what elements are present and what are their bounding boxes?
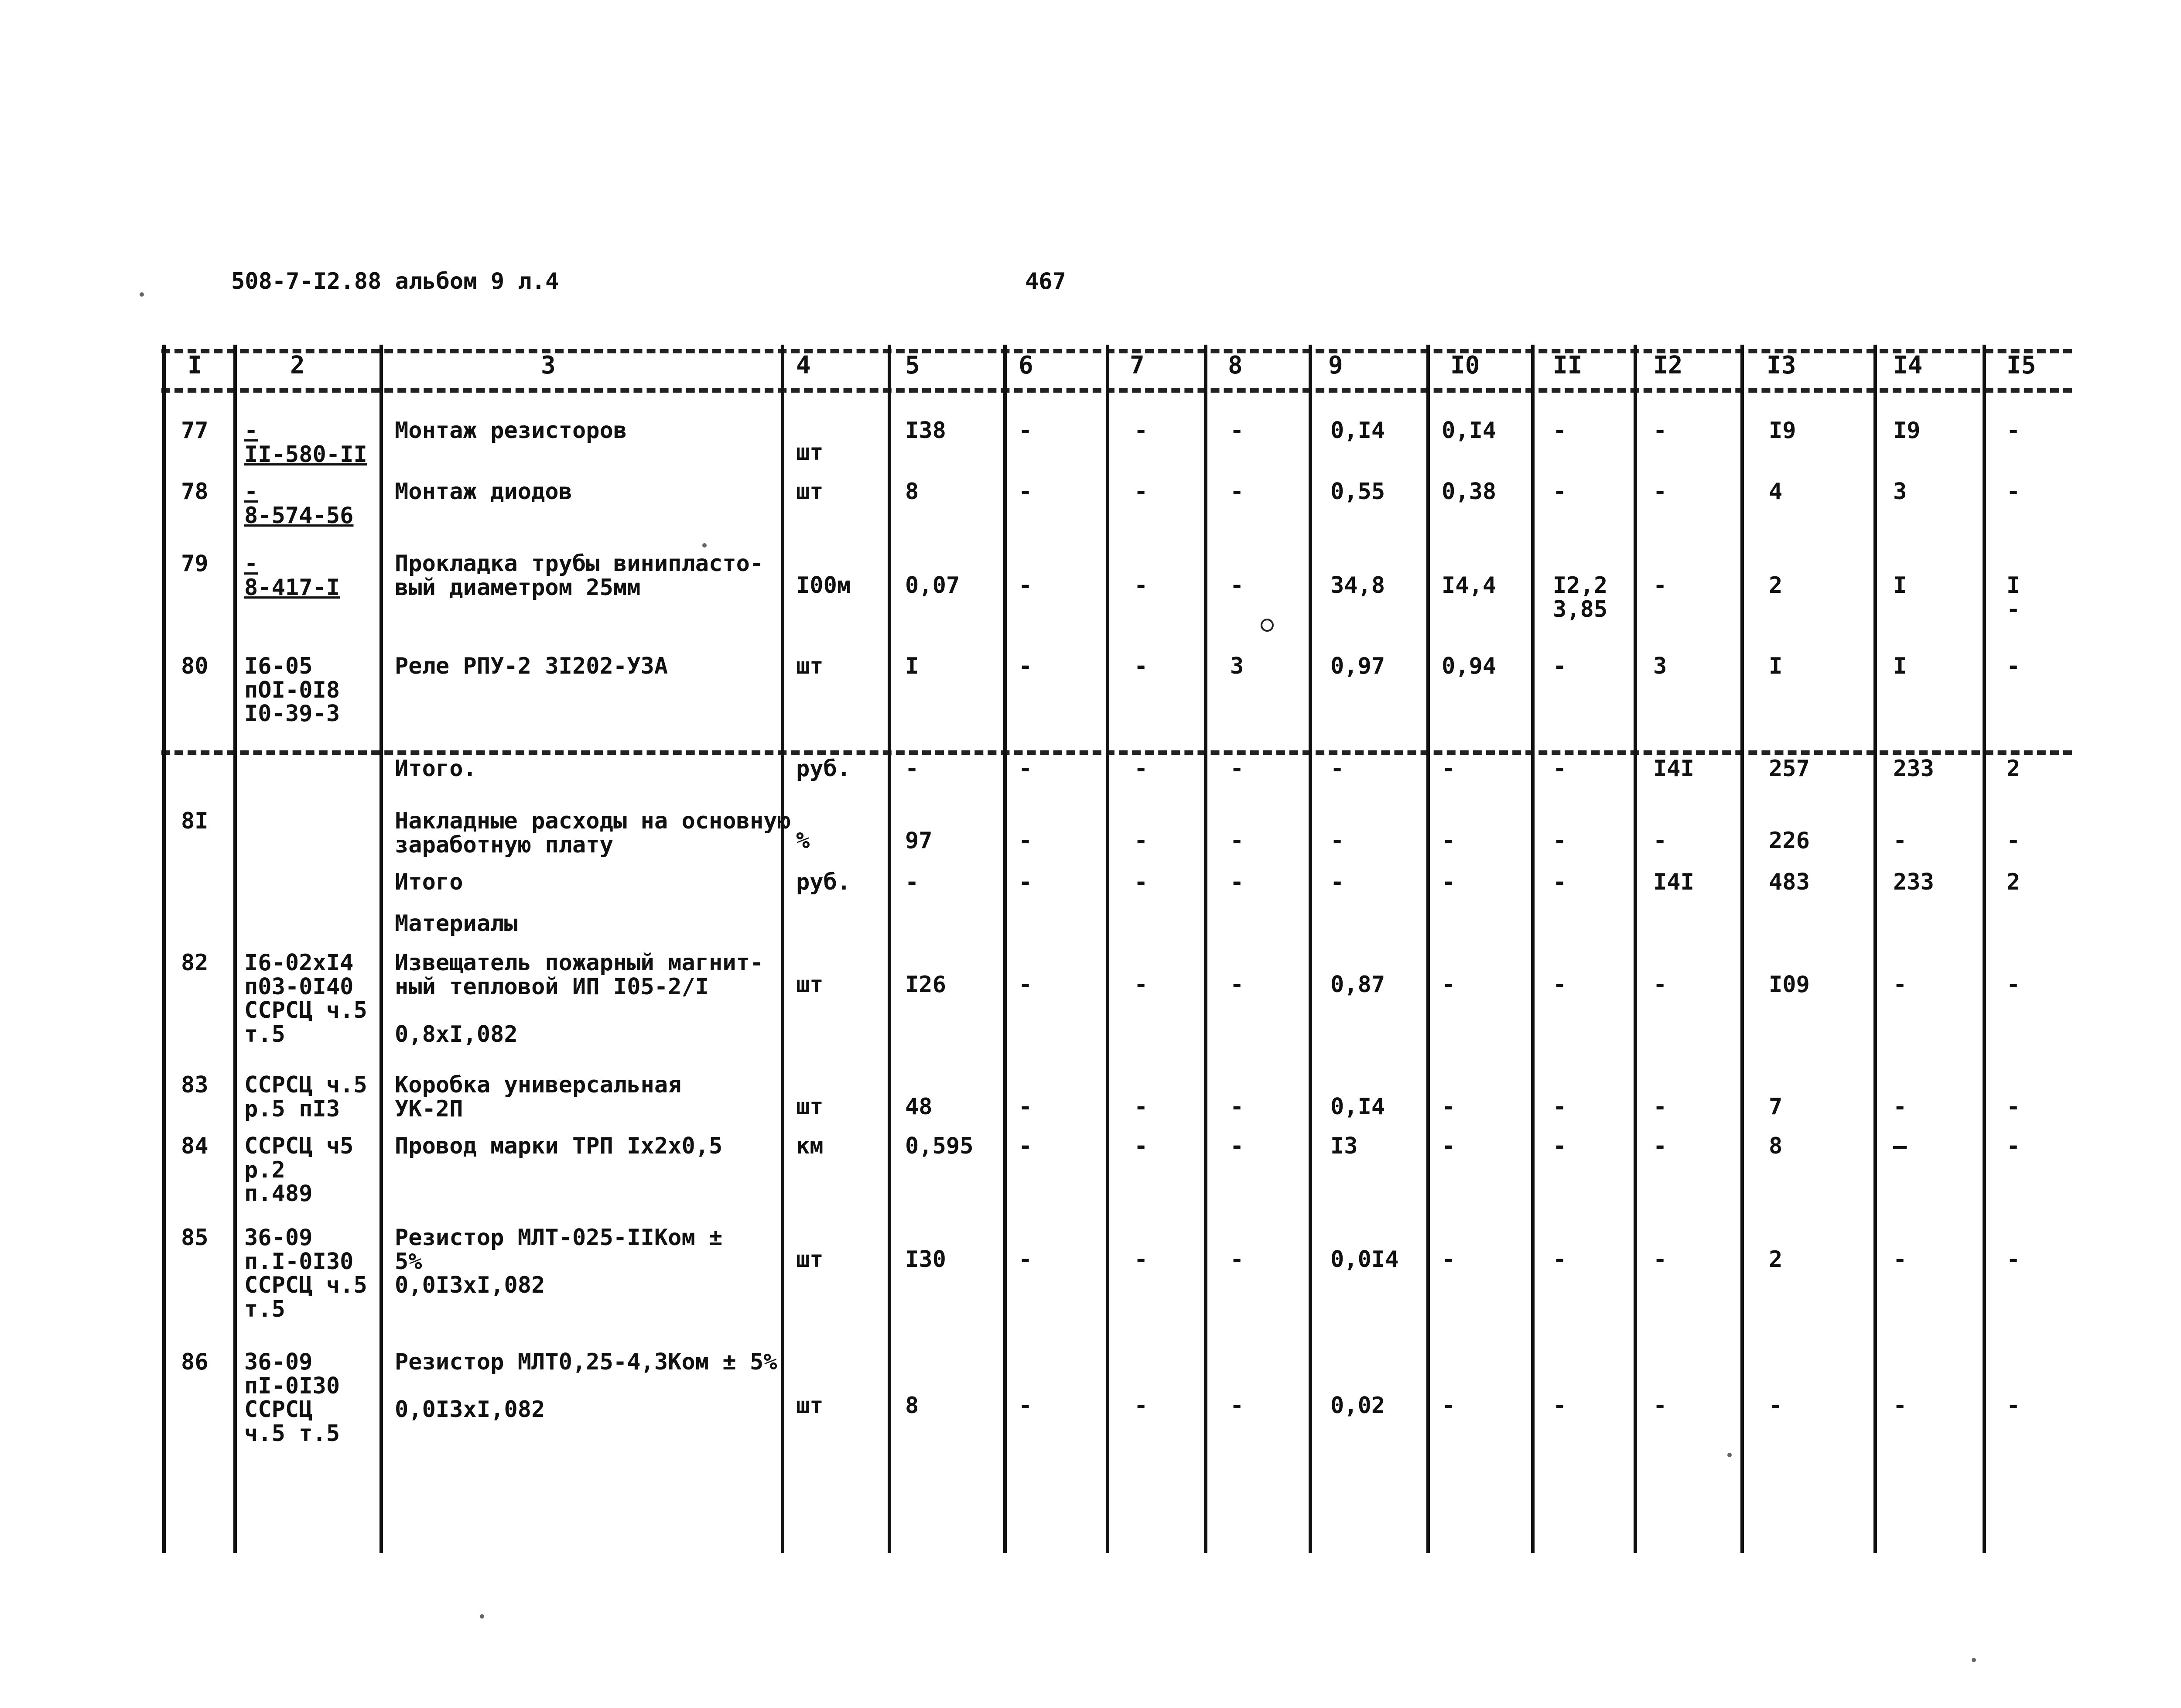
row-number: 78 bbox=[181, 479, 209, 505]
row-col9: 0,55 bbox=[1330, 479, 1385, 505]
scan-speck bbox=[1727, 1453, 1732, 1457]
row-name: Накладные расходы на основную заработную плату bbox=[395, 808, 791, 858]
row-col13: 2 bbox=[1769, 572, 1783, 599]
row-unit: км bbox=[796, 1133, 824, 1159]
row-col5: 0,07 bbox=[905, 572, 960, 599]
header-bottom-rule bbox=[161, 388, 2072, 393]
row-col15: - bbox=[2007, 828, 2020, 854]
row-col7: - bbox=[1134, 1246, 1148, 1273]
row-code: - 8-574-56 bbox=[244, 479, 354, 529]
row-unit: шт bbox=[796, 653, 824, 679]
row-col7: - bbox=[1134, 418, 1148, 444]
row-col7: - bbox=[1134, 653, 1148, 679]
row-col7: - bbox=[1134, 869, 1148, 895]
row-col9: - bbox=[1330, 756, 1344, 782]
row-col8: - bbox=[1230, 1133, 1244, 1159]
col-divider bbox=[1634, 345, 1637, 1553]
row-col10: 0,94 bbox=[1442, 653, 1497, 679]
row-col14: - bbox=[1893, 1393, 1907, 1419]
column-number: I bbox=[188, 351, 202, 380]
row-col5: - bbox=[905, 869, 919, 895]
row-name: Монтаж диодов bbox=[395, 479, 572, 505]
col-divider bbox=[162, 345, 166, 1553]
row-col8: - bbox=[1230, 479, 1244, 505]
col-divider bbox=[233, 345, 237, 1553]
row-code: I6-02хI4 п03-0I40 ССРСЦ ч.5 т.5 bbox=[244, 950, 367, 1047]
row-code: ССРСЦ ч5 р.2 п.489 bbox=[244, 1133, 354, 1207]
row-code: ССРСЦ ч.5 р.5 пI3 bbox=[244, 1072, 367, 1122]
row-col6: - bbox=[1019, 869, 1032, 895]
row-col6: - bbox=[1019, 1094, 1032, 1120]
column-number: 4 bbox=[796, 351, 811, 380]
row-unit: шт bbox=[796, 1393, 824, 1419]
row-col8: 3 bbox=[1230, 653, 1244, 679]
row-col15: 2 bbox=[2007, 756, 2020, 782]
col-divider bbox=[1531, 345, 1535, 1553]
row-col14: 233 bbox=[1893, 756, 1934, 782]
col-divider bbox=[1003, 345, 1007, 1553]
col-divider bbox=[1740, 345, 1744, 1553]
row-number: 77 bbox=[181, 418, 209, 444]
row-col10: - bbox=[1442, 1133, 1456, 1159]
row-col14: — bbox=[1893, 1133, 1907, 1159]
row-col5: 48 bbox=[905, 1094, 933, 1120]
row-number: 8I bbox=[181, 808, 209, 834]
scan-speck bbox=[702, 543, 707, 548]
row-code: 36-09 п.I-0I30 ССРСЦ ч.5 т.5 bbox=[244, 1225, 367, 1322]
row-unit: % bbox=[796, 828, 810, 854]
row-col13: - bbox=[1769, 1393, 1783, 1419]
row-col10: - bbox=[1442, 972, 1456, 998]
row-unit: I00м bbox=[796, 572, 851, 599]
column-number: 6 bbox=[1019, 351, 1033, 380]
row-col15: - bbox=[2007, 972, 2020, 998]
row-col10: - bbox=[1442, 1393, 1456, 1419]
row-col13: I09 bbox=[1769, 972, 1810, 998]
row-col11: - bbox=[1553, 1094, 1567, 1120]
row-col5: I38 bbox=[905, 418, 946, 444]
row-unit: шт bbox=[796, 972, 824, 998]
row-unit: шт bbox=[796, 439, 824, 466]
row-col13: 226 bbox=[1769, 828, 1810, 854]
row-col14: I bbox=[1893, 653, 1907, 679]
row-col5: 97 bbox=[905, 828, 933, 854]
row-col12: - bbox=[1653, 418, 1667, 444]
row-col13: I bbox=[1769, 653, 1783, 679]
row-col12: - bbox=[1653, 1393, 1667, 1419]
row-name: Итого. bbox=[395, 756, 477, 782]
row-col10: - bbox=[1442, 869, 1456, 895]
column-number: I3 bbox=[1767, 351, 1796, 380]
row-col15: - bbox=[2007, 1393, 2020, 1419]
row-col11: - bbox=[1553, 972, 1567, 998]
row-col13: 2 bbox=[1769, 1246, 1783, 1273]
row-col12: - bbox=[1653, 1094, 1667, 1120]
column-number: 2 bbox=[290, 351, 305, 380]
row-col7: - bbox=[1134, 572, 1148, 599]
row-col8: - bbox=[1230, 869, 1244, 895]
row-col13: 8 bbox=[1769, 1133, 1783, 1159]
row-col8: - bbox=[1230, 572, 1244, 599]
row-col12: I4I bbox=[1653, 869, 1694, 895]
row-col6: - bbox=[1019, 756, 1032, 782]
row-col11: - bbox=[1553, 828, 1567, 854]
row-col15: - bbox=[2007, 1133, 2020, 1159]
row-col6: - bbox=[1019, 653, 1032, 679]
row-col10: 0,38 bbox=[1442, 479, 1497, 505]
document-reference: 508-7-I2.88 альбом 9 л.4 bbox=[231, 268, 559, 294]
stray-mark bbox=[1261, 619, 1274, 632]
row-col12: - bbox=[1653, 828, 1667, 854]
row-number: 85 bbox=[181, 1225, 209, 1251]
row-col6: - bbox=[1019, 1246, 1032, 1273]
row-col14: 3 bbox=[1893, 479, 1907, 505]
row-col8: - bbox=[1230, 756, 1244, 782]
row-col9: 0,87 bbox=[1330, 972, 1385, 998]
row-number: 84 bbox=[181, 1133, 209, 1159]
scan-speck bbox=[480, 1614, 484, 1619]
row-name: Извещатель пожарный магнит- ный тепловой ИП I05-2/I 0,8хI,082 bbox=[395, 950, 764, 1047]
row-col8: - bbox=[1230, 1094, 1244, 1120]
row-col9: 0,I4 bbox=[1330, 418, 1385, 444]
row-col14: - bbox=[1893, 828, 1907, 854]
row-col10: - bbox=[1442, 828, 1456, 854]
row-col12: - bbox=[1653, 1133, 1667, 1159]
row-col15: - bbox=[2007, 418, 2020, 444]
page-number: 467 bbox=[1025, 268, 1066, 294]
row-col15: - bbox=[2007, 653, 2020, 679]
row-col13: 7 bbox=[1769, 1094, 1783, 1120]
col-divider bbox=[1106, 345, 1109, 1553]
row-number: 80 bbox=[181, 653, 209, 679]
row-col12: - bbox=[1653, 972, 1667, 998]
row-col6: - bbox=[1019, 1393, 1032, 1419]
row-col12: - bbox=[1653, 1246, 1667, 1273]
row-col9: 34,8 bbox=[1330, 572, 1385, 599]
row-col5: 8 bbox=[905, 479, 919, 505]
col-divider bbox=[1309, 345, 1312, 1553]
column-number: I4 bbox=[1893, 351, 1923, 380]
row-col13: 483 bbox=[1769, 869, 1810, 895]
row-col8: - bbox=[1230, 1246, 1244, 1273]
row-col13: I9 bbox=[1769, 418, 1796, 444]
row-code: 36-09 пI-0I30 ССРСЦ ч.5 т.5 bbox=[244, 1349, 340, 1447]
row-col5: I30 bbox=[905, 1246, 946, 1273]
row-col10: 0,I4 bbox=[1442, 418, 1497, 444]
row-name: Прокладка трубы винипласто- вый диаметром 25мм bbox=[395, 551, 764, 601]
row-col14: - bbox=[1893, 1246, 1907, 1273]
row-name: Резистор МЛТ-025-IIКом ± 5% 0,0I3хI,082 bbox=[395, 1225, 723, 1299]
row-col15: - bbox=[2007, 1094, 2020, 1120]
row-code: I6-05 пОI-0I8 I0-39-3 bbox=[244, 653, 340, 727]
row-col9: 0,02 bbox=[1330, 1393, 1385, 1419]
row-col6: - bbox=[1019, 418, 1032, 444]
row-col5: 8 bbox=[905, 1393, 919, 1419]
column-number: II bbox=[1553, 351, 1583, 380]
row-col12: - bbox=[1653, 479, 1667, 505]
row-col11: - bbox=[1553, 1393, 1567, 1419]
row-col7: - bbox=[1134, 1094, 1148, 1120]
row-name: Монтаж резисторов bbox=[395, 418, 627, 444]
row-col5: I26 bbox=[905, 972, 946, 998]
row-name: Резистор МЛТ0,25-4,3Ком ± 5% 0,0I3хI,082 bbox=[395, 1349, 777, 1423]
row-col9: 0,0I4 bbox=[1330, 1246, 1399, 1273]
row-col12: I4I bbox=[1653, 756, 1694, 782]
row-col11: - bbox=[1553, 1133, 1567, 1159]
totals-separator-rule bbox=[161, 750, 2072, 755]
row-number: 79 bbox=[181, 551, 209, 577]
row-unit: руб. bbox=[796, 756, 851, 782]
row-number: 82 bbox=[181, 950, 209, 976]
row-col15: - bbox=[2007, 479, 2020, 505]
row-col9: - bbox=[1330, 869, 1344, 895]
row-col10: - bbox=[1442, 756, 1456, 782]
col-divider bbox=[781, 345, 784, 1553]
row-col10: I4,4 bbox=[1442, 572, 1497, 599]
row-col8: - bbox=[1230, 1393, 1244, 1419]
row-col11: - bbox=[1553, 479, 1567, 505]
column-number: 5 bbox=[905, 351, 920, 380]
row-unit: шт bbox=[796, 1094, 824, 1120]
row-col14: - bbox=[1893, 1094, 1907, 1120]
row-col5: 0,595 bbox=[905, 1133, 974, 1159]
col-divider bbox=[379, 345, 383, 1553]
row-col9: 0,I4 bbox=[1330, 1094, 1385, 1120]
column-number: I2 bbox=[1653, 351, 1683, 380]
row-unit: руб. bbox=[796, 869, 851, 895]
row-col9: I3 bbox=[1330, 1133, 1358, 1159]
row-col9: - bbox=[1330, 828, 1344, 854]
row-col13: 4 bbox=[1769, 479, 1783, 505]
row-col6: - bbox=[1019, 572, 1032, 599]
row-col7: - bbox=[1134, 1393, 1148, 1419]
row-col8: - bbox=[1230, 418, 1244, 444]
row-col14: 233 bbox=[1893, 869, 1934, 895]
row-col14: I9 bbox=[1893, 418, 1921, 444]
row-col11: - bbox=[1553, 653, 1567, 679]
row-col7: - bbox=[1134, 1133, 1148, 1159]
row-code: - 8-417-I bbox=[244, 551, 340, 601]
row-col11: - bbox=[1553, 418, 1567, 444]
row-number: 83 bbox=[181, 1072, 209, 1098]
row-name: Итого bbox=[395, 869, 463, 895]
row-col10: - bbox=[1442, 1246, 1456, 1273]
row-col14: I bbox=[1893, 572, 1907, 599]
column-number: I0 bbox=[1450, 351, 1480, 380]
row-col11: I2,2 3,85 bbox=[1553, 572, 1608, 623]
row-col10: - bbox=[1442, 1094, 1456, 1120]
row-col15: 2 bbox=[2007, 869, 2020, 895]
row-col8: - bbox=[1230, 972, 1244, 998]
row-name: Коробка универсальная УК-2П bbox=[395, 1072, 682, 1122]
scan-speck bbox=[140, 292, 144, 297]
column-number: 9 bbox=[1328, 351, 1343, 380]
row-col6: - bbox=[1019, 972, 1032, 998]
row-col14: - bbox=[1893, 972, 1907, 998]
row-col15: I - bbox=[2007, 572, 2020, 623]
row-name: Реле РПУ-2 3I202-УЗА bbox=[395, 653, 668, 679]
column-number: 7 bbox=[1130, 351, 1145, 380]
col-divider bbox=[1873, 345, 1877, 1553]
row-col12: - bbox=[1653, 572, 1667, 599]
row-col11: - bbox=[1553, 1246, 1567, 1273]
column-number: 8 bbox=[1228, 351, 1243, 380]
row-col7: - bbox=[1134, 828, 1148, 854]
column-number: 3 bbox=[541, 351, 556, 380]
row-col5: - bbox=[905, 756, 919, 782]
row-col11: - bbox=[1553, 756, 1567, 782]
row-col11: - bbox=[1553, 869, 1567, 895]
row-code: - II-580-II bbox=[244, 418, 367, 468]
row-col13: 257 bbox=[1769, 756, 1810, 782]
row-col12: 3 bbox=[1653, 653, 1667, 679]
scan-speck bbox=[1972, 1658, 1976, 1662]
col-divider bbox=[1983, 345, 1986, 1553]
row-col6: - bbox=[1019, 828, 1032, 854]
row-unit: шт bbox=[796, 479, 824, 505]
row-number: 86 bbox=[181, 1349, 209, 1375]
row-col5: I bbox=[905, 653, 919, 679]
row-unit: шт bbox=[796, 1246, 824, 1273]
row-col6: - bbox=[1019, 479, 1032, 505]
col-divider bbox=[1426, 345, 1430, 1553]
row-col8: - bbox=[1230, 828, 1244, 854]
row-col9: 0,97 bbox=[1330, 653, 1385, 679]
materials-heading: Материалы bbox=[395, 910, 518, 937]
col-divider bbox=[1204, 345, 1207, 1553]
row-col7: - bbox=[1134, 756, 1148, 782]
row-col6: - bbox=[1019, 1133, 1032, 1159]
row-col7: - bbox=[1134, 972, 1148, 998]
col-divider bbox=[888, 345, 891, 1553]
row-col15: - bbox=[2007, 1246, 2020, 1273]
row-name: Провод марки ТРП Iх2х0,5 bbox=[395, 1133, 723, 1159]
row-col7: - bbox=[1134, 479, 1148, 505]
column-number: I5 bbox=[2007, 351, 2036, 380]
